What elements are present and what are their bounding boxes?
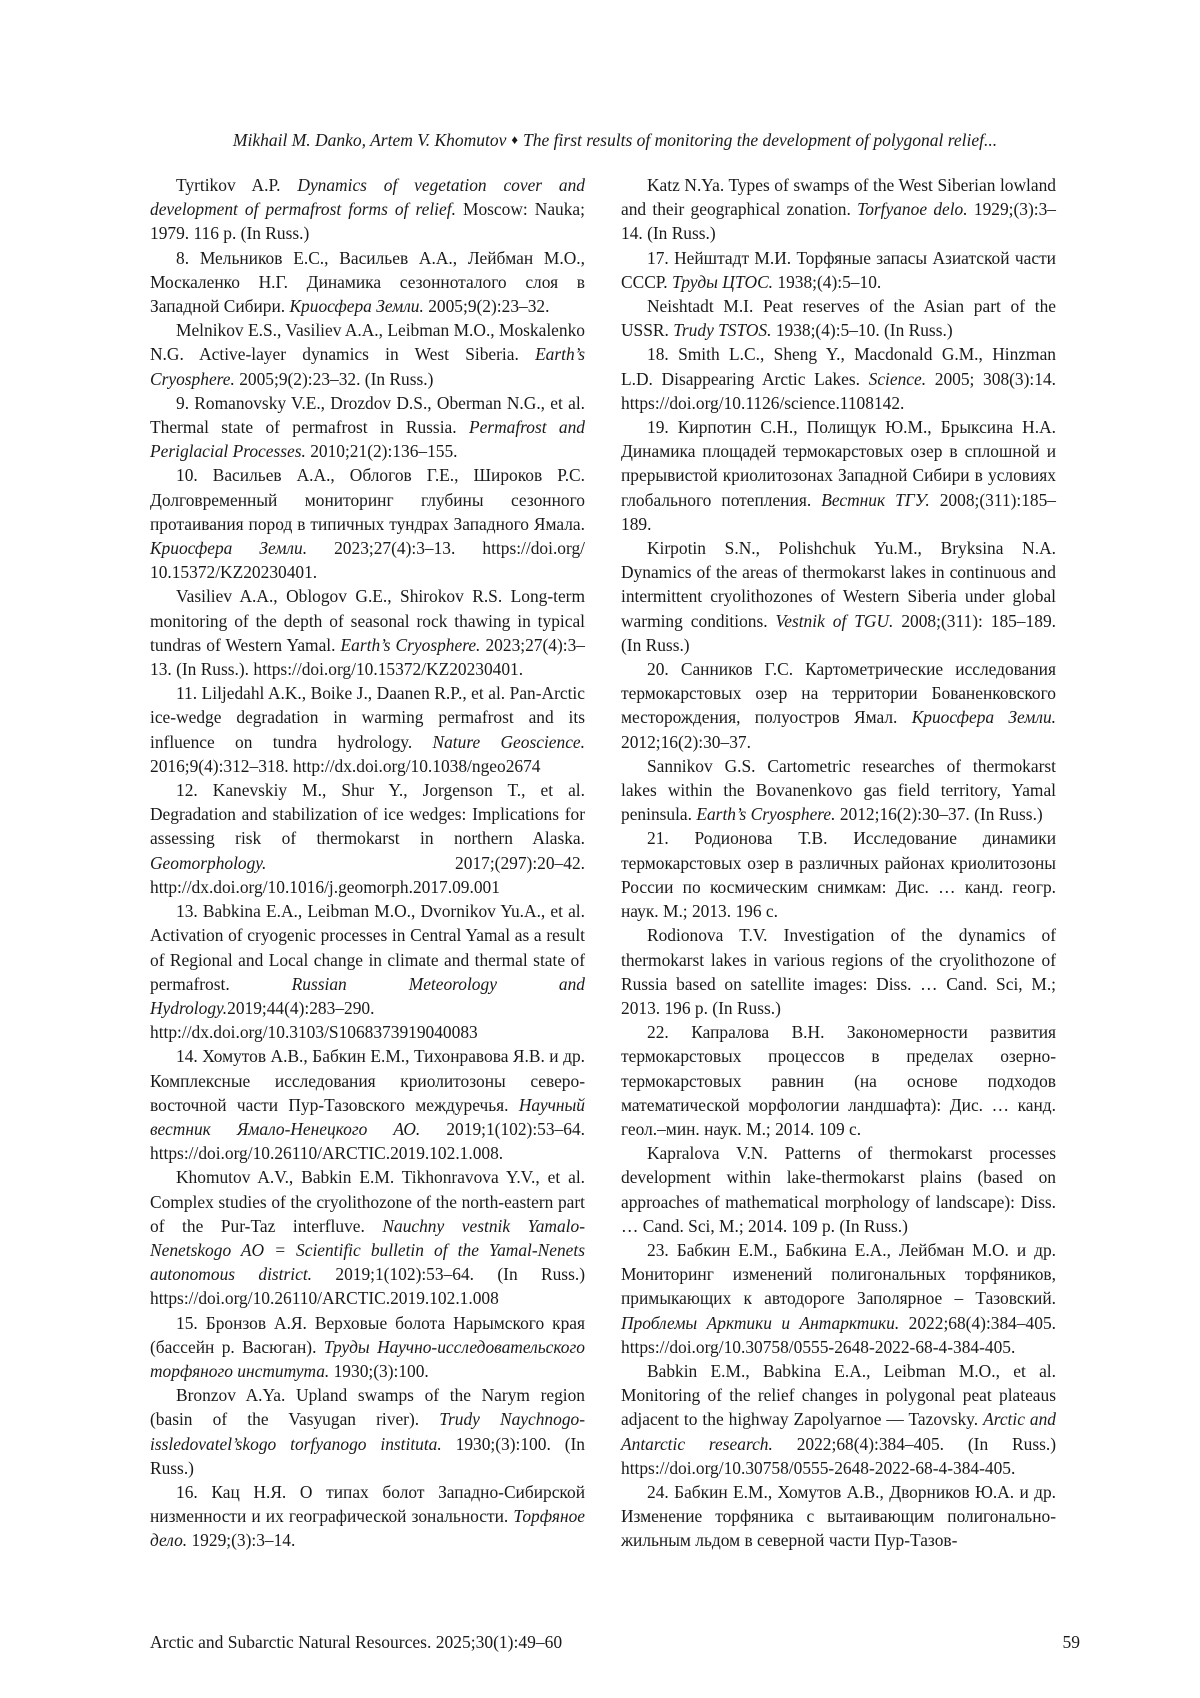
- reference-text: Kapralova V.N. Patterns of thermokarst processes development within lake-thermokarst plains (based on approaches of mathematical morphology of landscape): Diss. … Cand. Sci, M.; 2014. 109 p. (In Russ.): [621, 1143, 1056, 1236]
- reference-text: 23. Бабкин Е.М., Бабкина Е.А., Лейбман М.О. и др. Мониторинг изменений полигональных торфяников, примыкающих к автодороге Заполярное – Тазовский.: [621, 1239, 1056, 1309]
- reference-source-title: Nature Geoscience.: [432, 731, 585, 752]
- reference-text: 18. Smith L.C., Sheng Y., Macdonald G.M., Hinzman L.D. Disappearing Arctic Lakes.: [621, 344, 1056, 389]
- header-authors: Mikhail M. Danko, Artem V. Khomutov: [232, 130, 507, 150]
- reference-text: 1938;(4):5–10. (In Russ.): [771, 320, 953, 341]
- reference-text: 24. Бабкин Е.М., Хомутов А.В., Дворников Ю.А. и др. Изменение торфяника с вытаивающим полигонально-жильным льдом в северной части Пур-Тазов-: [621, 1481, 1056, 1551]
- reference-entry: [150, 899, 585, 1044]
- reference-text: 1929;(3):3–14.: [187, 1530, 296, 1551]
- reference-entry: [621, 1020, 1056, 1141]
- reference-source-title: Проблемы Арктики и Антарктики.: [621, 1312, 900, 1333]
- reference-source-title: Torfyanoe delo.: [857, 199, 968, 220]
- reference-source-title: Earth’s Cryosphere.: [150, 344, 585, 389]
- reference-entry: [621, 754, 1056, 827]
- reference-text: 2022;68(4):384–405. https://doi.org/10.30758/0555-2648-2022-68-4-384-405.: [621, 1312, 1056, 1357]
- reference-text: 14. Хомутов А.В., Бабкин Е.М., Тихонравова Я.В. и др. Комплексные исследования криолитозоны северо-восточной части Пур-Тазовского междуречья.: [150, 1046, 585, 1115]
- reference-entry: [621, 657, 1056, 754]
- reference-text: Melnikov E.S., Vasiliev A.A., Leibman M.O., Moskalenko N.G. Active-layer dynamics in West Siberia.: [150, 320, 585, 365]
- reference-text: Rodionova T.V. Investigation of the dynamics of thermokarst lakes in various regions of the cryolithozone of Russia based on satellite images: Diss. … Cand. Sci, M.; 2013. 196 p. (In Russ.): [621, 925, 1056, 1018]
- reference-entry: [621, 415, 1056, 536]
- reference-source-title: Earth’s Cryosphere.: [340, 634, 481, 655]
- reference-text: Tyrtikov A.P.: [176, 175, 298, 195]
- reference-text: Bronzov A.Ya. Upland swamps of the Narym region (basin of the Vasyugan river).: [150, 1385, 585, 1430]
- reference-text: 21. Родионова Т.В. Исследование динамики термокарстовых озер в различных районах криолитозоны России по космическим снимкам: Дис. … канд. геогр. наук. М.; 2013. 196 с.: [621, 828, 1056, 922]
- reference-text: 11. Liljedahl A.K., Boike J., Daanen R.P., et al. Pan-Arctic ice-wedge degradation in warming permafrost and its influence on tundra hydrology.: [150, 683, 585, 752]
- references-left-column: [150, 173, 585, 1553]
- reference-source-title: Geomorphology.: [150, 852, 267, 873]
- reference-text: 2019;1(102):53–64. https://doi.org/10.26110/ARCTIC.2019.102.1.008.: [150, 1118, 585, 1164]
- reference-entry: [621, 294, 1056, 342]
- reference-source-title: Криосфера Земли.: [911, 707, 1056, 728]
- reference-entry: [621, 1141, 1056, 1238]
- reference-entry: [150, 1383, 585, 1480]
- reference-text: 9. Romanovsky V.E., Drozdov D.S., Oberman N.G., et al. Thermal state of permafrost in Russia.: [150, 392, 585, 438]
- reference-source-title: Vestnik of TGU.: [775, 610, 894, 631]
- reference-text: Vasiliev A.A., Oblogov G.E., Shirokov R.S. Long-term monitoring of the depth of seasonal rock thawing in typical tundras of Western Yamal.: [150, 586, 585, 655]
- reference-text: Sannikov G.S. Cartometric researches of thermokarst lakes within the Bovanenkovo gas field territory, Yamal peninsula.: [621, 755, 1056, 825]
- reference-text: Moscow: Nauka; 1979. 116 p. (In Russ.): [150, 199, 585, 244]
- running-header: [150, 130, 1080, 151]
- page-number: 59: [1062, 1632, 1080, 1652]
- reference-entry: [621, 342, 1056, 415]
- reference-text: 13. Babkina E.A., Leibman M.O., Dvornikov Yu.A., et al. Activation of cryogenic processes in Central Yamal as a result of Regional and Local change in climate and thermal state of permafrost.: [150, 901, 585, 994]
- reference-source-title: Криосфера Земли.: [150, 538, 308, 559]
- reference-text: 20. Санников Г.С. Картометрические исследования термокарстовых озер на территории Бованенковского месторождения, полуостров Ямал.: [621, 659, 1056, 728]
- reference-entry: [150, 681, 585, 778]
- reference-text: 2023;27(4):3–13. (In Russ.). https://doi.org/10.15372/KZ20230401.: [150, 634, 585, 680]
- reference-text: 1930;(3):100.: [329, 1360, 429, 1381]
- reference-text: 10. Васильев А.А., Облогов Г.Е., Широков Р.С. Долговременный мониторинг глубины сезонного протаивания пород в типичных тундрах Западного Ямала.: [150, 465, 585, 534]
- reference-entry: [150, 584, 585, 681]
- reference-text: 2016;9(4):312–318. http://dx.doi.org/10.1038/ngeo2674: [150, 755, 541, 776]
- reference-text: 2012;16(2):30–37.: [621, 731, 751, 752]
- reference-text: 1938;(4):5–10.: [773, 271, 882, 292]
- header-title: The first results of monitoring the development of polygonal relief...: [523, 130, 998, 150]
- reference-entry: [621, 1480, 1056, 1553]
- reference-source-title: Science.: [868, 368, 927, 389]
- reference-text: 2012;16(2):30–37. (In Russ.): [835, 804, 1043, 825]
- reference-text: 2005; 308(3):14. https://doi.org/10.1126/science.1108142.: [621, 368, 1056, 413]
- reference-entry: [621, 1238, 1056, 1359]
- reference-source-title: Russian Meteorology and Hydrology.: [150, 973, 585, 1018]
- reference-text: 2008;(311): 185–189. (In Russ.): [621, 610, 1056, 655]
- reference-entry: [621, 826, 1056, 923]
- reference-entry: [621, 1359, 1056, 1480]
- reference-text: 2010;21(2):136–155.: [305, 441, 458, 462]
- reference-text: 2017;(297):20–42. http://dx.doi.org/10.1016/j.geomorph.2017.09.001: [150, 852, 585, 897]
- reference-entry: [150, 463, 585, 584]
- header-separator-icon: ♦: [511, 132, 519, 147]
- reference-text: 19. Кирпотин С.Н., Полищук Ю.М., Брыксина Н.А. Динамика площадей термокарстовых озер в сплошной и прерывистой криолитозонах Западной Сибири в условиях глобального потепления.: [621, 417, 1056, 510]
- reference-source-title: Nauchny vestnik Yamalo-Nenetskogo AO = Scientific bulletin of the Yamal-Nenets autonomous district.: [150, 1215, 585, 1285]
- reference-entry: [150, 1311, 585, 1384]
- reference-text: 15. Бронзов А.Я. Верховые болота Нарымского края (бассейн р. Васюган).: [150, 1312, 585, 1357]
- reference-text: 2008;(311):185–189.: [621, 489, 1056, 534]
- reference-source-title: Arctic and Antarctic research.: [621, 1409, 1056, 1454]
- page-footer: [150, 1632, 1080, 1653]
- reference-text: Kirpotin S.N., Polishchuk Yu.M., Bryksina N.A. Dynamics of the areas of thermokarst lakes in continuous and intermittent cryolithozones of Western Siberia under global warming conditions.: [621, 538, 1056, 631]
- reference-source-title: Вестник ТГУ.: [821, 489, 930, 510]
- reference-text: 22. Капралова В.Н. Закономерности развития термокарстовых процессов в пределах озерно-термокарстовых равнин (на основе подходов математической морфологии ландшафта): Дис. … канд. геол.–мин. наук. М.; 2014. 109 с.: [621, 1022, 1056, 1139]
- reference-entry: [150, 778, 585, 899]
- reference-source-title: Торфяное дело.: [150, 1506, 585, 1551]
- reference-entry: [621, 536, 1056, 657]
- reference-text: Babkin E.M., Babkina E.A., Leibman M.O., et al. Monitoring of the relief changes in polygonal peat plateaus adjacent to the highway Zapolyarnoe — Tazovsky.: [621, 1360, 1056, 1430]
- reference-entry: [150, 391, 585, 464]
- reference-text: 2005;9(2):23–32.: [423, 296, 550, 317]
- references-right-column: [621, 173, 1056, 1553]
- reference-source-title: Криосфера Земли.: [289, 296, 424, 317]
- reference-source-title: Trudy TSTOS.: [673, 320, 772, 341]
- reference-text: 1929;(3):3–14. (In Russ.): [621, 199, 1057, 244]
- reference-text: 2019;1(102):53–64. (In Russ.) https://doi.org/10.26110/ARCTIC.2019.102.1.008: [150, 1264, 585, 1309]
- reference-entry: [621, 246, 1056, 294]
- reference-source-title: Научный вестник Ямало-Ненецкого АО.: [150, 1094, 585, 1139]
- reference-entry: [150, 173, 585, 246]
- reference-text: Khomutov A.V., Babkin E.M. Tikhonravova Y.V., et al. Complex studies of the cryolithozone of the north-eastern part of the Pur-Taz interfluve.: [150, 1167, 585, 1236]
- reference-text: 2019;44(4):283–290. http://dx.doi.org/10.3103/S1068373919040083: [150, 997, 478, 1043]
- reference-entry: [150, 1480, 585, 1553]
- reference-entry: [150, 246, 585, 319]
- reference-text: 16. Кац Н.Я. О типах болот Западно-Сибирской низменности и их географической зональности.: [150, 1481, 585, 1527]
- reference-text: Katz N.Ya. Types of swamps of the West Siberian lowland and their geographical zonation.: [621, 175, 1056, 220]
- reference-source-title: Труды Научно-исследовательского торфяного института.: [150, 1336, 585, 1381]
- reference-text: 8. Мельников Е.С., Васильев А.А., Лейбман М.О., Москаленко Н.Г. Динамика сезонноталого слоя в Западной Сибири.: [150, 247, 585, 317]
- footer-journal: Arctic and Subarctic Natural Resources. 2025;30(1):49–60: [150, 1632, 563, 1652]
- reference-entry: [150, 318, 585, 391]
- reference-text: 2005;9(2):23–32. (In Russ.): [234, 368, 434, 389]
- reference-text: 17. Нейштадт М.И. Торфяные запасы Азиатской части СССР.: [621, 247, 1056, 292]
- reference-text: 1930;(3):100. (In Russ.): [150, 1433, 585, 1478]
- reference-source-title: Труды ЦТОС.: [672, 271, 774, 292]
- reference-text: 2022;68(4):384–405. (In Russ.) https://doi.org/10.30758/0555-2648-2022-68-4-384-405.: [621, 1433, 1056, 1478]
- reference-entry: [621, 173, 1056, 246]
- reference-source-title: Dynamics of vegetation cover and development of permafrost forms of relief.: [150, 175, 585, 220]
- reference-source-title: Trudy Naychnogo-issledovatel’skogo torfyanogo instituta.: [150, 1409, 586, 1454]
- reference-entry: [150, 1165, 585, 1310]
- reference-text: Neishtadt M.I. Peat reserves of the Asian part of the USSR.: [621, 296, 1056, 341]
- reference-entry: [150, 1044, 585, 1165]
- reference-source-title: Permafrost and Periglacial Processes.: [150, 417, 586, 462]
- reference-source-title: Earth’s Cryosphere.: [696, 804, 836, 825]
- reference-entry: [621, 923, 1056, 1020]
- reference-text: 2023;27(4):3–13. https://doi.org/ 10.15372/KZ20230401.: [150, 538, 585, 583]
- reference-text: 12. Kanevskiy M., Shur Y., Jorgenson T., et al. Degradation and stabilization of ice wedges: Implications for assessing risk of thermokarst in northern Alaska.: [150, 780, 585, 849]
